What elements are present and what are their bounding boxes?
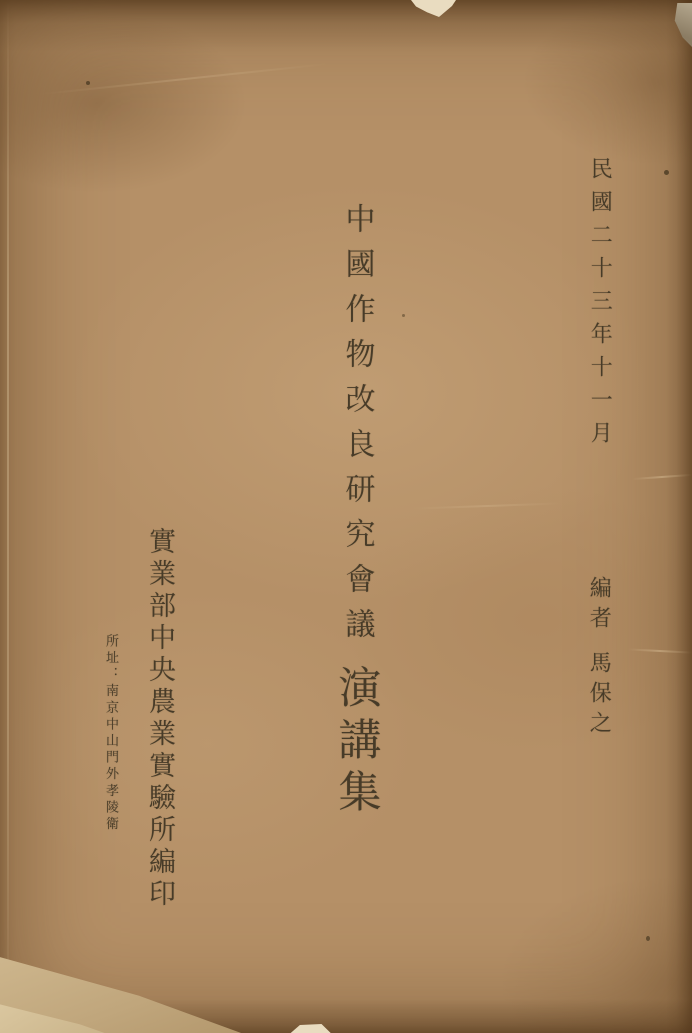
editor-column (586, 576, 611, 741)
publisher-column: 實業部中央農業實驗所編印 (144, 527, 176, 911)
address-note: 所址：南京中山門外孝陵衛 (102, 634, 118, 834)
foxing-speck (646, 936, 650, 941)
right-edge-shading (666, 0, 692, 1033)
foxing-speck (86, 81, 90, 85)
left-edge-crease (7, 0, 9, 1033)
title-emphasis-text: 演講集 (331, 665, 382, 821)
main-title-column (331, 203, 380, 821)
title-text: 中國作物改良研究會議 (339, 203, 375, 653)
foxing-speck (402, 314, 405, 317)
foxing-speck (664, 170, 669, 175)
date-column: 民國二十三年十一月 (587, 157, 613, 454)
editor-label: 編者 (586, 576, 612, 636)
top-edge-shading (0, 0, 692, 52)
editor-name: 馬保之 (586, 651, 612, 741)
